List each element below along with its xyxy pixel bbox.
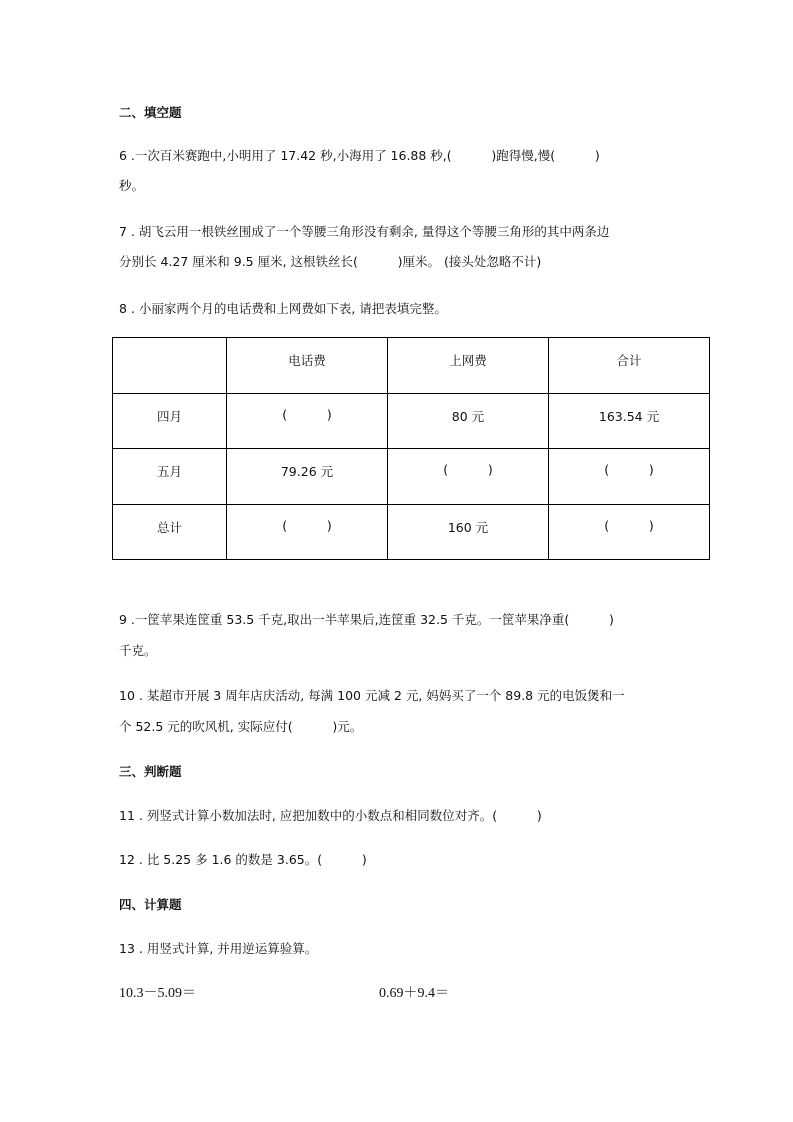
section-heading-judgment: 三、判断题 xyxy=(119,764,182,779)
calc-expression-1: 10.3－5.09＝ xyxy=(119,986,196,1001)
table-cell: 163.54 元 xyxy=(549,393,710,449)
table-header-cell: 上网费 xyxy=(388,338,549,394)
table-cell-blank[interactable]: ( ) xyxy=(227,504,388,560)
question-10-line-2: 个 52.5 元的吹风机, 实际应付( )元。 xyxy=(119,719,363,734)
table-cell-blank[interactable]: ( ) xyxy=(388,449,549,505)
table-header-cell xyxy=(113,338,227,394)
question-8-line-1: 8 . 小丽家两个月的电话费和上网费如下表, 请把表填完整。 xyxy=(119,301,447,316)
table-cell: 四月 xyxy=(113,393,227,449)
table-cell-blank[interactable]: ( ) xyxy=(227,393,388,449)
section-heading-fill-blank: 二、填空题 xyxy=(119,105,182,120)
table-header-cell: 电话费 xyxy=(227,338,388,394)
question-6-line-1: 6 .一次百米赛跑中,小明用了 17.42 秒,小海用了 16.88 秒,( )跑得慢,慢( ) xyxy=(119,148,600,163)
question-7-line-2: 分别长 4.27 厘米和 9.5 厘米, 这根铁丝长( )厘米。 (接头处忽略不计) xyxy=(119,254,542,269)
question-11-line-1: 11 . 列竖式计算小数加法时, 应把加数中的小数点和相同数位对齐。( ) xyxy=(119,808,542,823)
section-heading-calculation: 四、计算题 xyxy=(119,897,182,912)
question-13-line-1: 13 . 用竖式计算, 并用逆运算验算。 xyxy=(119,941,318,956)
question-9-line-1: 9 .一筐苹果连筐重 53.5 千克,取出一半苹果后,连筐重 32.5 千克。一筐苹果净重( ) xyxy=(119,612,614,627)
table-cell: 总计 xyxy=(113,504,227,560)
table-cell: 五月 xyxy=(113,449,227,505)
calc-expression-2: 0.69＋9.4＝ xyxy=(379,986,449,1001)
table-header-cell: 合计 xyxy=(549,338,710,394)
table-header-row xyxy=(113,338,710,394)
question-12-line-1: 12 . 比 5.25 多 1.6 的数是 3.65。( ) xyxy=(119,852,367,867)
table-row xyxy=(113,393,710,449)
question-6-line-2: 秒。 xyxy=(119,178,145,193)
table-cell: 80 元 xyxy=(388,393,549,449)
table-cell-blank[interactable]: ( ) xyxy=(549,449,710,505)
question-7-line-1: 7 . 胡飞云用一根铁丝围成了一个等腰三角形没有剩余, 量得这个等腰三角形的其中两条边 xyxy=(119,224,610,239)
table-cell-blank[interactable]: ( ) xyxy=(549,504,710,560)
fee-table xyxy=(112,337,710,560)
table-cell: 79.26 元 xyxy=(227,449,388,505)
question-9-line-2: 千克。 xyxy=(119,643,157,658)
table-cell: 160 元 xyxy=(388,504,549,560)
table-row xyxy=(113,449,710,505)
question-10-line-1: 10 . 某超市开展 3 周年店庆活动, 每满 100 元减 2 元, 妈妈买了一个 89.8 元的电饭煲和一 xyxy=(119,688,625,703)
table-row xyxy=(113,504,710,560)
